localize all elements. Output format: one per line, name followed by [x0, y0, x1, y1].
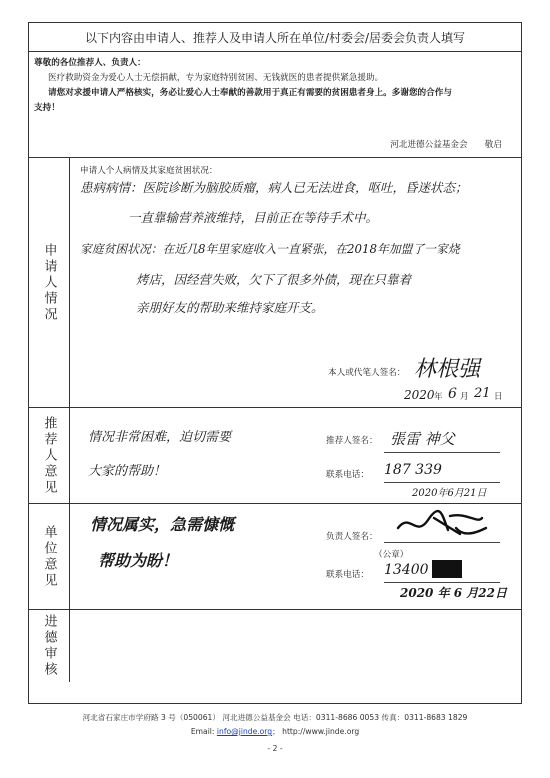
- applicant-handwriting-3: 家庭贫困状况：在近几8年里家庭收入一直紧张，在2018年加盟了一家烧: [80, 242, 460, 256]
- applicant-section: [28, 158, 522, 408]
- recommender-handwriting-1: 情况非常困难，迫切需要: [88, 430, 232, 445]
- form-header-title: 以下内容由申请人、推荐人及申请人所在单位/村委会/居委会负责人填写: [84, 31, 466, 45]
- unit-phone-label: 联系电话：: [326, 570, 369, 580]
- recommender-signature: 張雷 神父: [390, 430, 455, 448]
- notice-greeting: 尊敬的各位推荐人、负责人：: [34, 58, 146, 68]
- recommender-handwriting-2: 大家的帮助！: [88, 464, 167, 479]
- footer-address: 河北省石家庄市学府路 3 号（050061） 河北进德公益基金会 电话：0311-8686 0053 传真：0311-8683 1829: [82, 713, 468, 722]
- unit-signature-scribble: [390, 508, 490, 542]
- applicant-year-label: 年: [434, 392, 443, 402]
- notice-line-3: 支持！: [34, 103, 60, 113]
- applicant-day-label: 日: [494, 392, 503, 402]
- unit-phone-line: [384, 582, 500, 583]
- unit-handwriting-2: 帮助为盼！: [98, 551, 179, 570]
- unit-phone: 13400: [384, 562, 429, 578]
- recommender-phone-label: 联系电话：: [326, 470, 369, 480]
- applicant-prompt: 申请人个人病情及其家庭贫困状况：: [80, 166, 218, 176]
- applicant-year: 2020: [404, 388, 435, 402]
- applicant-handwriting-2: 一直靠输营养液维持，目前正在等待手术中。: [128, 210, 379, 225]
- applicant-signature: 林根强: [414, 357, 481, 382]
- unit-handwriting-1: 情况属实，急需慷慨: [90, 515, 235, 534]
- unit-label-cell: [28, 504, 70, 609]
- footer-separator: ； http://: [272, 727, 306, 736]
- recommender-label: 推荐人意见: [41, 415, 57, 496]
- applicant-handwriting-1: 患病病情：医院诊断为脑胶质瘤，病人已无法进食，呕吐，昏迷状态；: [80, 180, 468, 195]
- form-header-row: [28, 22, 522, 52]
- review-label: 进德审核: [41, 614, 57, 678]
- footer-contact: [0, 726, 550, 737]
- phone-redaction-block: [432, 560, 462, 578]
- unit-sign-line: [384, 542, 500, 543]
- unit-seal-label: （公章）: [374, 550, 409, 560]
- applicant-handwriting-4: 烤店，因经营失败，欠下了很多外债，现在只靠着: [136, 272, 412, 287]
- unit-section: [28, 504, 522, 610]
- unit-date: 2020 年 6 月22日: [400, 586, 507, 600]
- review-section: [28, 610, 522, 682]
- recommender-phone: 187 339: [384, 462, 442, 478]
- recommender-sign-line: [384, 452, 500, 453]
- recommender-section: [28, 408, 522, 504]
- unit-sign-label: 负责人签名：: [326, 532, 378, 542]
- applicant-label: 申请人情况: [41, 242, 57, 323]
- notice-signature: 河北进德公益基金会 敬启: [390, 140, 502, 150]
- recommender-sign-label: 推荐人签名：: [326, 436, 378, 446]
- applicant-sign-label: 本人或代笔人签名：: [328, 368, 406, 378]
- notice-line-1: 医疗救助资金为爱心人士无偿捐献，专为家庭特别贫困、无钱就医的患者提供紧急援助。: [48, 73, 384, 83]
- recommender-phone-line: [384, 482, 500, 483]
- recommender-date: 2020年6月21日: [412, 488, 487, 499]
- unit-label: 单位意见: [41, 524, 57, 589]
- footer-web-link[interactable]: www.jinde.org: [305, 727, 360, 736]
- applicant-month-label: 月: [460, 392, 469, 402]
- page-number: - 2 -: [267, 744, 283, 753]
- footer-email-link[interactable]: info@jinde.org: [216, 727, 273, 736]
- review-label-cell: [28, 610, 70, 682]
- notice-line-2: 请您对求援申请人严格核实，务必让爱心人士奉献的善款用于真正有需要的贫困患者身上。多谢您的合作与: [48, 88, 452, 98]
- recommender-label-cell: [28, 408, 70, 503]
- footer-email-label: Email:: [190, 727, 217, 736]
- applicant-label-cell: [28, 158, 70, 407]
- applicant-handwriting-5: 亲朋好友的帮助来维持家庭开支。: [136, 300, 324, 315]
- applicant-day: 21: [474, 386, 491, 401]
- notice-section: [28, 52, 522, 158]
- applicant-month: 6: [448, 386, 457, 402]
